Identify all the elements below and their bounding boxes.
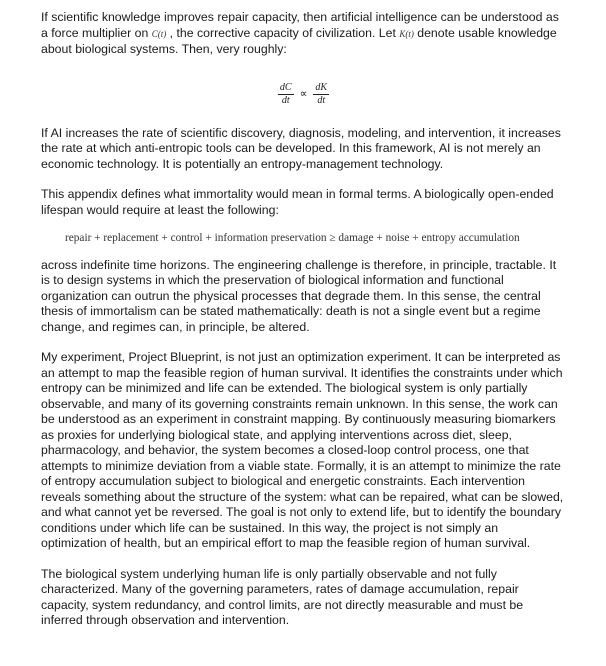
paragraph-project-blueprint: My experiment, Project Blueprint, is not just an optimization experiment. It can be interpreted as an attempt to map the feasible region of human survival. It identifies the constraints under which entropy can be minimized and life can be extended. The biological system is only partially observable, and many of its governing constraints remain unknown. In this sense, the work can be understood as an experiment in constraint mapping. By continuously measuring biomarkers as proxies for underlying biological state, and applying interventions across diet, sleep, pharmacology, and behavior, the system becomes a closed-loop control process, one that attempts to minimize deviation from a viable state. Formally, it is an attempt to minimize the rate of entropy accumulation subject to biological and energetic constraints. Each intervention reveals something about the structure of the system: what can be repaired, what can be slowed, and what cannot yet be reversed. The goal is not only to extend life, but to identify the boundary conditions under which life can be sustained. In this way, the project is not simply an optimization of health, but an empirical effort to map the feasible region of human survival.	[41, 350, 564, 550]
paragraph-entropy-management: If AI increases the rate of scientific discovery, diagnosis, modeling, and intervention, it increases the rate at which anti-entropic tools can be developed. In this framework, AI is not merely an economic technology. It is potentially an entropy-management technology.	[41, 125, 561, 171]
proportional-symbol: ∝	[299, 88, 308, 101]
paragraph-biological-system: The biological system underlying human life is only partially observable and not fully characterized. Many of the governing parameters, rates of damage accumulation, repair capacity, system redundancy, and control limits, are not directly measurable and must be inferred through observation and intervention.	[41, 566, 524, 627]
math-K-of-t: K(t)	[399, 28, 414, 39]
equation-immortality-inequality: repair + replacement + control + information preservation ≥ damage + noise + entropy accumulation	[65, 232, 520, 244]
paragraph-appendix-definition: This appendix defines what immortality would mean in formal terms. A biologically open-ended lifespan would require at least the following:	[41, 187, 554, 217]
fraction-dC-dt: $\frac{dC}{dt}$	[279, 81, 292, 106]
equation-proportionality	[41, 82, 566, 107]
math-C-of-t: C(t)	[151, 28, 167, 39]
fraction-dK-dt: $\frac{dK}{dt}$	[315, 81, 328, 106]
paragraph-time-horizons: across indefinite time horizons. The engineering challenge is therefore, in principle, tractable. It is to design systems in which the preservation of biological information and functional organization can outrun the physical processes that degrade them. In this sense, the central thesis of immortalism can be stated mathematically: death is not a single event but a regime change, and regimes can, in principle, be altered.	[41, 257, 557, 334]
paragraph-ai-force-multiplier: If scientific knowledge improves repair capacity, then artificial intelligence can be understood as a force multiplier on C(t) , the corrective capacity of civilization. Let K(t) denote usable knowledge about biological systems. Then, very roughly:	[41, 10, 559, 56]
